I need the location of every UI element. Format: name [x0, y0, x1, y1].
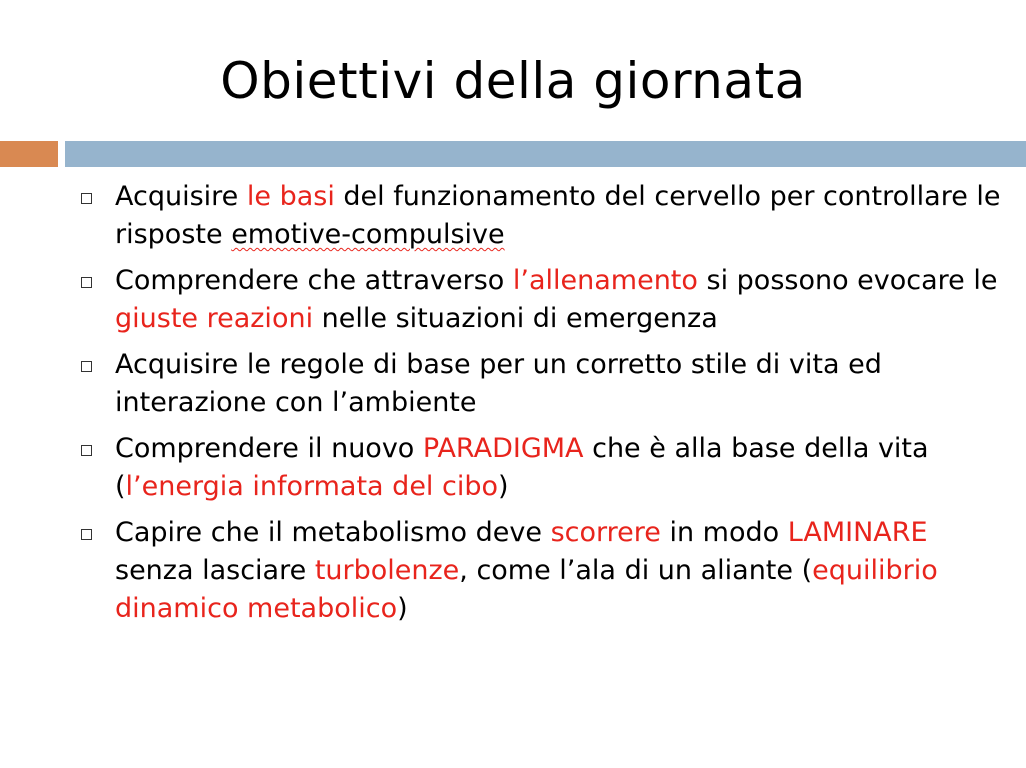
text-segment: del funzionamento del cervello per controllare le risposte	[115, 181, 1001, 250]
text-segment: Comprendere che attraverso	[115, 265, 513, 296]
highlighted-text: turbolenze	[314, 555, 460, 586]
text-segment: Acquisire	[115, 181, 247, 212]
accent-bar-orange	[0, 141, 58, 167]
bullet-text	[115, 433, 929, 502]
square-bullet-icon	[81, 277, 92, 288]
highlighted-text: giuste reazioni	[115, 303, 314, 334]
text-segment: che è alla base della vita (	[115, 433, 929, 502]
accent-bar-blue	[65, 141, 1026, 167]
bullet-text	[115, 181, 1001, 250]
text-segment: si possono evocare le	[697, 265, 998, 296]
text-segment: senza lasciare	[115, 555, 315, 586]
text-segment: )	[397, 593, 408, 624]
highlighted-text: l’allenamento	[512, 265, 698, 296]
bullet-text	[115, 265, 998, 334]
bullet-item	[78, 346, 1008, 422]
text-segment: nelle situazioni di emergenza	[313, 303, 718, 334]
square-bullet-icon	[81, 529, 92, 540]
highlighted-text: le basi	[246, 181, 335, 212]
bullet-item	[78, 262, 1008, 338]
text-segment: Comprendere il nuovo	[115, 433, 423, 464]
highlighted-text: PARADIGMA	[422, 433, 584, 464]
highlighted-text: l’energia informata del cibo	[125, 471, 499, 502]
text-segment: Acquisire le regole di base per un corretto stile di vita ed interazione con l’ambiente	[115, 349, 882, 418]
highlighted-text: LAMINARE	[787, 517, 928, 548]
bullet-item	[78, 178, 1008, 254]
bullet-text	[115, 517, 938, 624]
square-bullet-icon	[81, 361, 92, 372]
highlighted-text: equilibrio dinamico metabolico	[115, 555, 938, 624]
text-segment: )	[498, 471, 509, 502]
text-segment: Capire che il metabolismo deve	[115, 517, 551, 548]
bullet-item	[78, 514, 1008, 628]
spellcheck-underlined-text: emotive-compulsive	[231, 219, 505, 250]
square-bullet-icon	[81, 193, 92, 204]
bullet-list	[78, 178, 1008, 636]
highlighted-text: scorrere	[550, 517, 661, 548]
slide-title: Obiettivi della giornata	[220, 52, 806, 110]
bullet-text	[115, 349, 882, 418]
bullet-item	[78, 430, 1008, 506]
square-bullet-icon	[81, 445, 92, 456]
text-segment: in modo	[660, 517, 788, 548]
text-segment: , come l’ala di un aliante (	[459, 555, 813, 586]
